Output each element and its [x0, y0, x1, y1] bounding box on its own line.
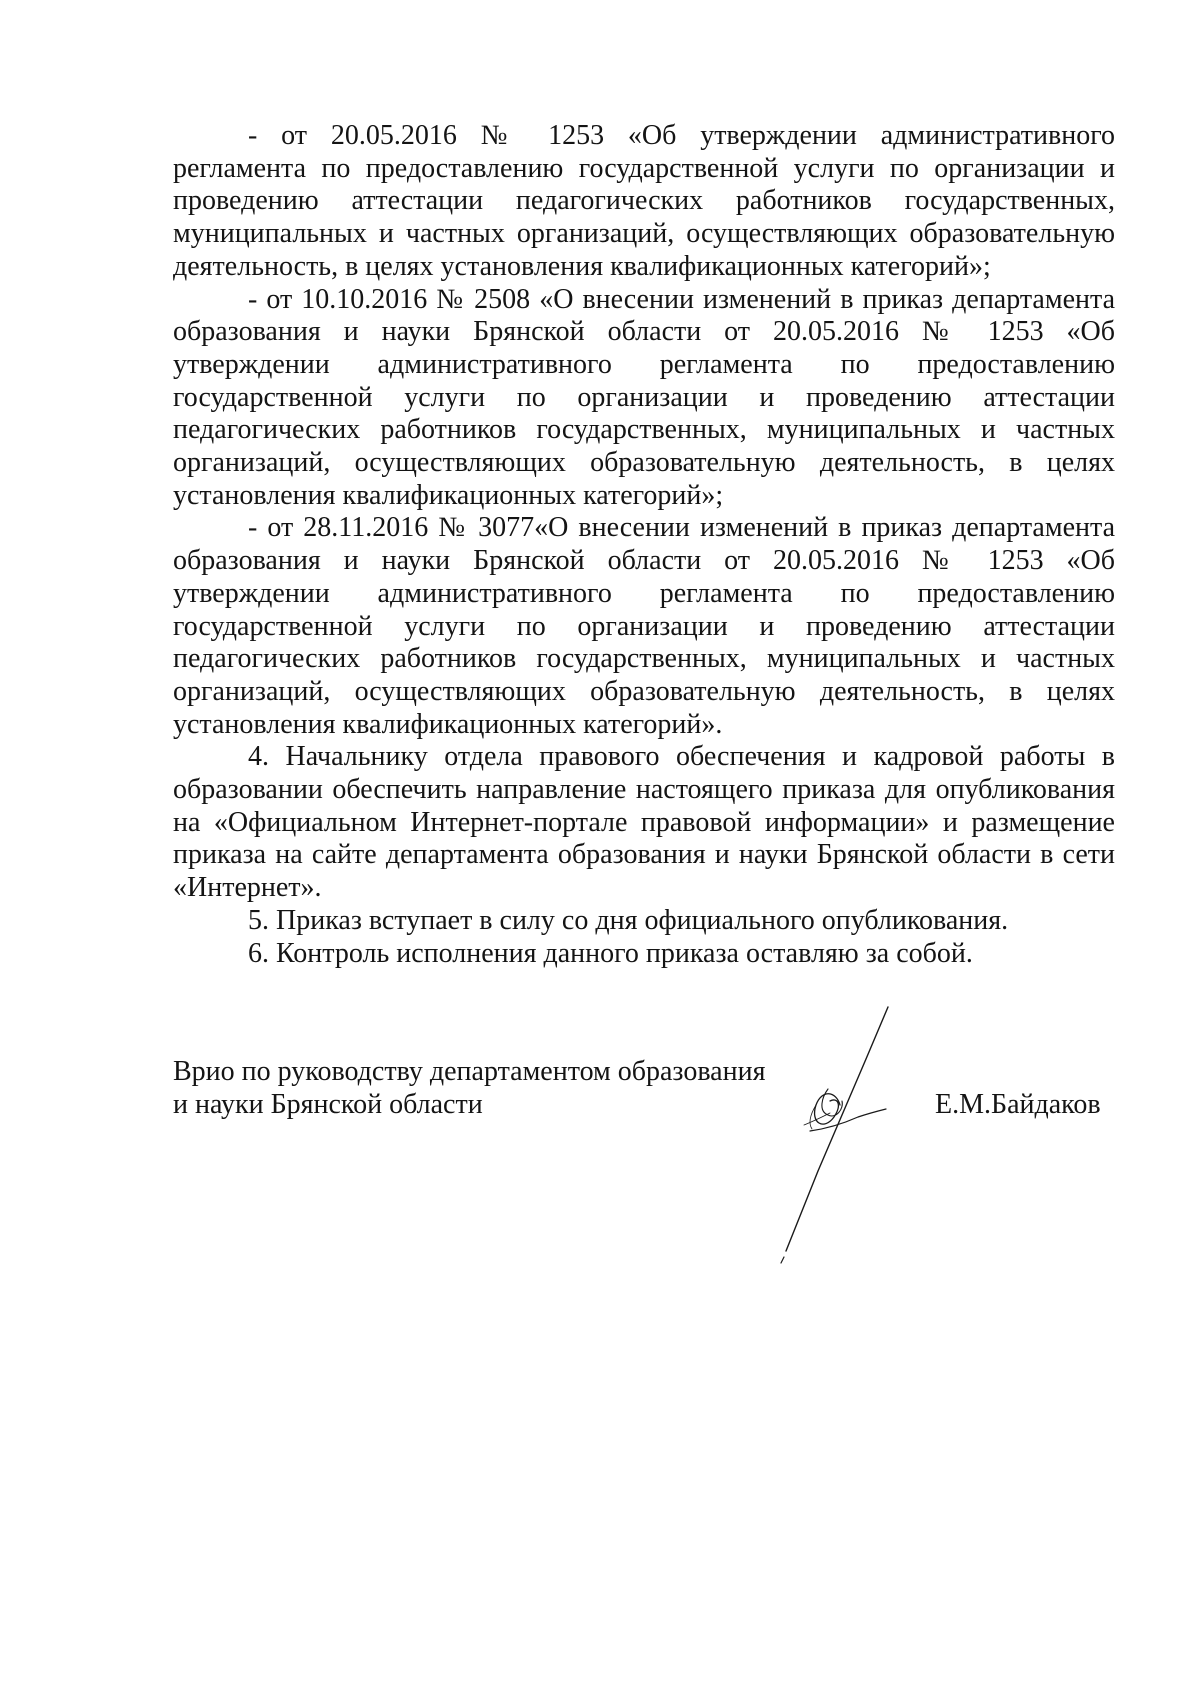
- document-body: [173, 120, 1115, 970]
- signatory-position-line-2: и науки Брянской области: [173, 1089, 483, 1120]
- signature-block: [173, 1055, 1115, 1275]
- item-5-effective-date: 5. Приказ вступает в силу со дня официального опубликования.: [248, 904, 1009, 936]
- item-4-publication: 4. Начальнику отдела правового обеспечения и кадровой работы в образовании обеспечить направление настоящего приказа для опубликования на «Официальном Интернет-портале правовой информации» и размещение приказа на сайте департамента образования и науки Брянской области в сети «Интернет».: [173, 741, 1115, 904]
- list-item-order-3077: - от 28.11.2016 № 3077«О внесении изменений в приказ департамента образования и науки Брянской области от 20.05.2016 № 1253 «Об утверждении административного регламента по предоставлению государственной услуги по организации и проведению аттестации педагогических работников государственных, муниципальных и частных организаций, осуществляющих образовательную деятельность, в целях установления квалификационных категорий».: [173, 512, 1115, 740]
- list-item-order-2508: - от 10.10.2016 № 2508 «О внесении изменений в приказ департамента образования и науки Брянской области от 20.05.2016 № 1253 «Об утверждении административного регламента по предоставлению государственной услуги по организации и проведению аттестации педагогических работников государственных, муниципальных и частных организаций, осуществляющих образовательную деятельность, в целях установления квалификационных категорий»;: [173, 283, 1115, 511]
- signatory-name: Е.М.Байдаков: [935, 1089, 1101, 1120]
- item-6-control: 6. Контроль исполнения данного приказа оставляю за собой.: [248, 937, 973, 969]
- signatory-position-line-1: Врио по руководству департаментом образования: [173, 1056, 766, 1087]
- list-item-order-1253: - от 20.05.2016 № 1253 «Об утверждении административного регламента по предоставлению государственной услуги по организации и проведению аттестации педагогических работников государственных, муниципальных и частных организаций, осуществляющих образовательную деятельность, в целях установления квалификационных категорий»;: [173, 120, 1115, 282]
- handwritten-signature-icon: [770, 1005, 970, 1265]
- signatory-position: [173, 1055, 813, 1121]
